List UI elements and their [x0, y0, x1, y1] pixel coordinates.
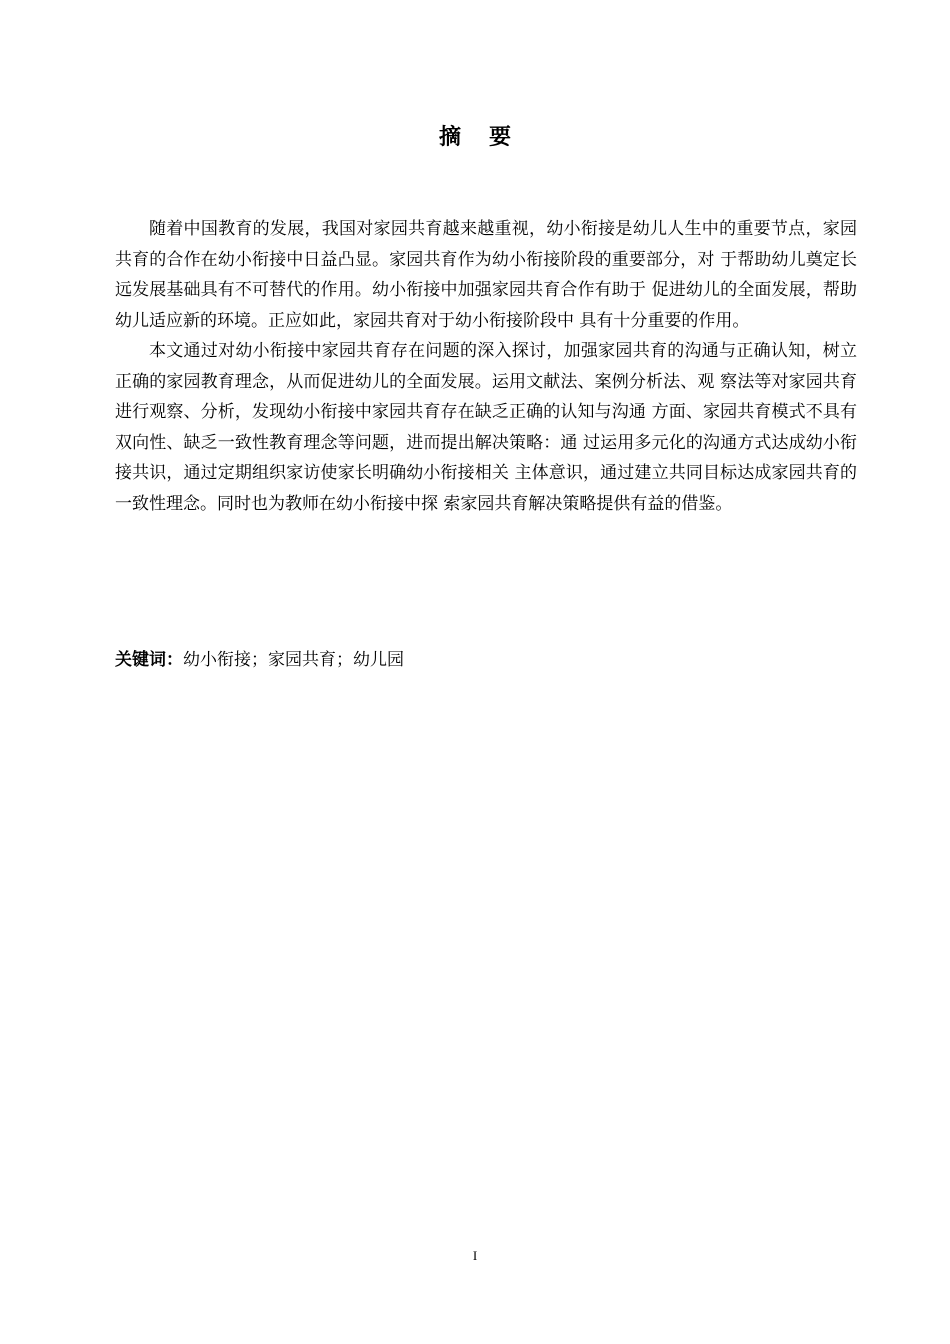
abstract-paragraph-2: 本文通过对幼小衔接中家园共育存在问题的深入探讨，加强家园共育的沟通与正确认知，树立正确的家园教育理念，从而促进幼儿的全面发展。运用文献法、案例分析法、观 察法等对家园共育进行观察、分析，发现幼小衔接中家园共育存在缺乏正确的认知与沟通 方面、家园共育模式不具有双向性、缺乏一致性教育理念等问题，进而提出解决策略：通 过运用多元化的沟通方式达成幼小衔接共识，通过定期组织家访使家长明确幼小衔接相关 主体意识，通过建立共同目标达成家园共育的一致性理念。同时也为教师在幼小衔接中探 索家园共育解决策略提供有益的借鉴。 [115, 341, 857, 514]
page-title: 摘要 [438, 125, 539, 150]
keywords-line [115, 645, 857, 675]
page-number: I [472, 1248, 478, 1263]
keywords-label: 关键词： [115, 650, 183, 670]
keywords-list: 幼小衔接；家园共育；幼儿园 [183, 650, 404, 670]
abstract-body [115, 214, 857, 519]
abstract-paragraph-1: 随着中国教育的发展，我国对家园共育越来越重视，幼小衔接是幼儿人生中的重要节点，家园共育的合作在幼小衔接中日益凸显。家园共育作为幼小衔接阶段的重要部分，对 于帮助幼儿奠定长远发展基础具有不可替代的作用。幼小衔接中加强家园共育合作有助于 促进幼儿的全面发展，帮助幼儿适应新的环境。正应如此，家园共育对于幼小衔接阶段中 具有十分重要的作用。 [115, 219, 857, 331]
